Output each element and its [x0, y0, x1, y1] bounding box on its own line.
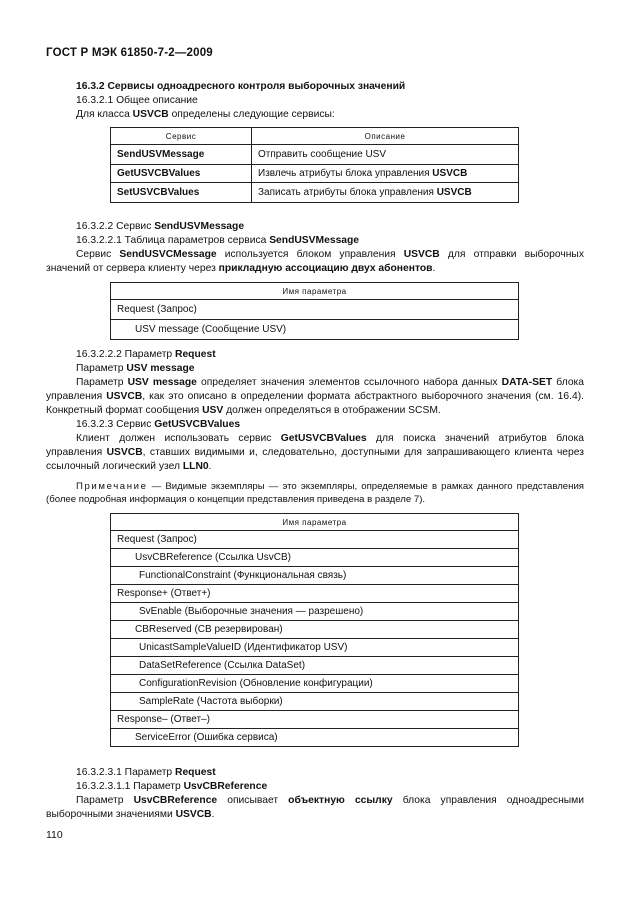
column-header: Имя параметра [111, 514, 519, 531]
column-header: Сервис [111, 128, 252, 145]
subsection-title: 16.3.2.3 Сервис GetUSVCBValues [76, 419, 241, 430]
table-row [111, 567, 519, 585]
parameter-cell: SvEnable (Выборочные значения — разрешено) [111, 603, 519, 621]
service-name: SetUSVCBValues [111, 183, 252, 203]
parameter-cell: Request (Запрос) [111, 300, 519, 320]
service-description: Записать атрибуты блока управления USVCB [252, 183, 519, 203]
table-header-row [111, 128, 519, 145]
parameter-cell: CBReserved (CB резервирован) [111, 621, 519, 639]
service-description: Отправить сообщение USV [252, 145, 519, 165]
subsection-title: 16.3.2.3.1 Параметр Request [76, 767, 216, 778]
table-row [111, 639, 519, 657]
page-number: 110 [46, 829, 63, 841]
parameter-cell: ServiceError (Ошибка сервиса) [111, 729, 519, 747]
table-row [111, 183, 519, 203]
parameter-cell: ConfigurationRevision (Обновление конфигурации) [111, 675, 519, 693]
table-row [111, 165, 519, 183]
parameter-cell: FunctionalConstraint (Функциональная связь) [111, 567, 519, 585]
table-header-row [111, 283, 519, 300]
section-16-3-2-2-2 [46, 348, 584, 506]
paragraph: Параметр USV message определяет значения элементов ссылочного набора данных DATA-SET блока управления USVCB, как это описано в определении формата абстрактного выборочного значения (см. 16.4). Конкретный формат сообщения USV должен определяться в отображении SCSM. [46, 377, 585, 416]
table-row [111, 621, 519, 639]
services-table [110, 127, 519, 203]
table-row [111, 711, 519, 729]
subsection-title: 16.3.2.1 Общее описание [76, 95, 198, 106]
column-header: Описание [252, 128, 519, 145]
subsection-title: 16.3.2.2.1 Таблица параметров сервиса SendUSVMessage [76, 235, 360, 246]
parameter-cell: Response– (Ответ–) [111, 711, 519, 729]
table-row [111, 145, 519, 165]
table-row [111, 675, 519, 693]
send-usv-parameter-table [110, 282, 519, 340]
table-row [111, 657, 519, 675]
parameter-cell: SampleRate (Частота выборки) [111, 693, 519, 711]
parameter-cell: USV message (Сообщение USV) [111, 320, 519, 340]
paragraph: Клиент должен использовать сервис GetUSVCBValues для поиска значений атрибутов блока управления USVCB, ставших видимыми и, следовательно, доступными для запрашивающего клиента через ссылочный логический узел LLN0. [46, 433, 584, 472]
subsection-title: 16.3.2.3.1.1 Параметр UsvCBReference [76, 781, 268, 792]
service-name: SendUSVMessage [111, 145, 252, 165]
section-16-3-2-2 [46, 220, 584, 276]
table-row [111, 729, 519, 747]
table-row [111, 531, 519, 549]
section-16-3-2 [46, 80, 584, 122]
table-row [111, 603, 519, 621]
intro-paragraph: Для класса USVCB определены следующие сервисы: [76, 109, 335, 120]
table-row [111, 585, 519, 603]
note: Примечание — Видимые экземпляры — это экземпляры, определяемые в рамках данного представления (более подробная информация о концепции представления приведена в разделе 7). [46, 481, 584, 505]
table-row [111, 300, 519, 320]
paragraph: Параметр UsvCBReference описывает объектную ссылку блока управления одноадресными выборочными значениями USVCB. [46, 795, 584, 820]
paragraph: Сервис SendUSVCMessage используется блоком управления USVCB для отправки выборочных значений от сервера клиенту через прикладную ассоциацию двух абонентов. [46, 249, 584, 274]
subsection-title: Параметр USV message [76, 363, 195, 374]
table-row [111, 320, 519, 340]
table-row [111, 693, 519, 711]
document-header: ГОСТ Р МЭК 61850-7-2—2009 [46, 47, 213, 59]
section-title: 16.3.2 Сервисы одноадресного контроля выборочных значений [76, 81, 406, 92]
subsection-title: 16.3.2.2 Сервис SendUSVMessage [76, 221, 245, 232]
table-row [111, 549, 519, 567]
service-name: GetUSVCBValues [111, 165, 252, 183]
column-header: Имя параметра [111, 283, 519, 300]
service-description: Извлечь атрибуты блока управления USVCB [252, 165, 519, 183]
parameter-cell: UnicastSampleValueID (Идентификатор USV) [111, 639, 519, 657]
section-16-3-2-3-1 [46, 766, 584, 822]
parameter-cell: Request (Запрос) [111, 531, 519, 549]
parameter-cell: UsvCBReference (Ссылка UsvCB) [111, 549, 519, 567]
parameter-cell: DataSetReference (Ссылка DataSet) [111, 657, 519, 675]
get-usvcb-parameter-table [110, 513, 519, 747]
parameter-cell: Response+ (Ответ+) [111, 585, 519, 603]
table-header-row [111, 514, 519, 531]
subsection-title: 16.3.2.2.2 Параметр Request [76, 349, 216, 360]
